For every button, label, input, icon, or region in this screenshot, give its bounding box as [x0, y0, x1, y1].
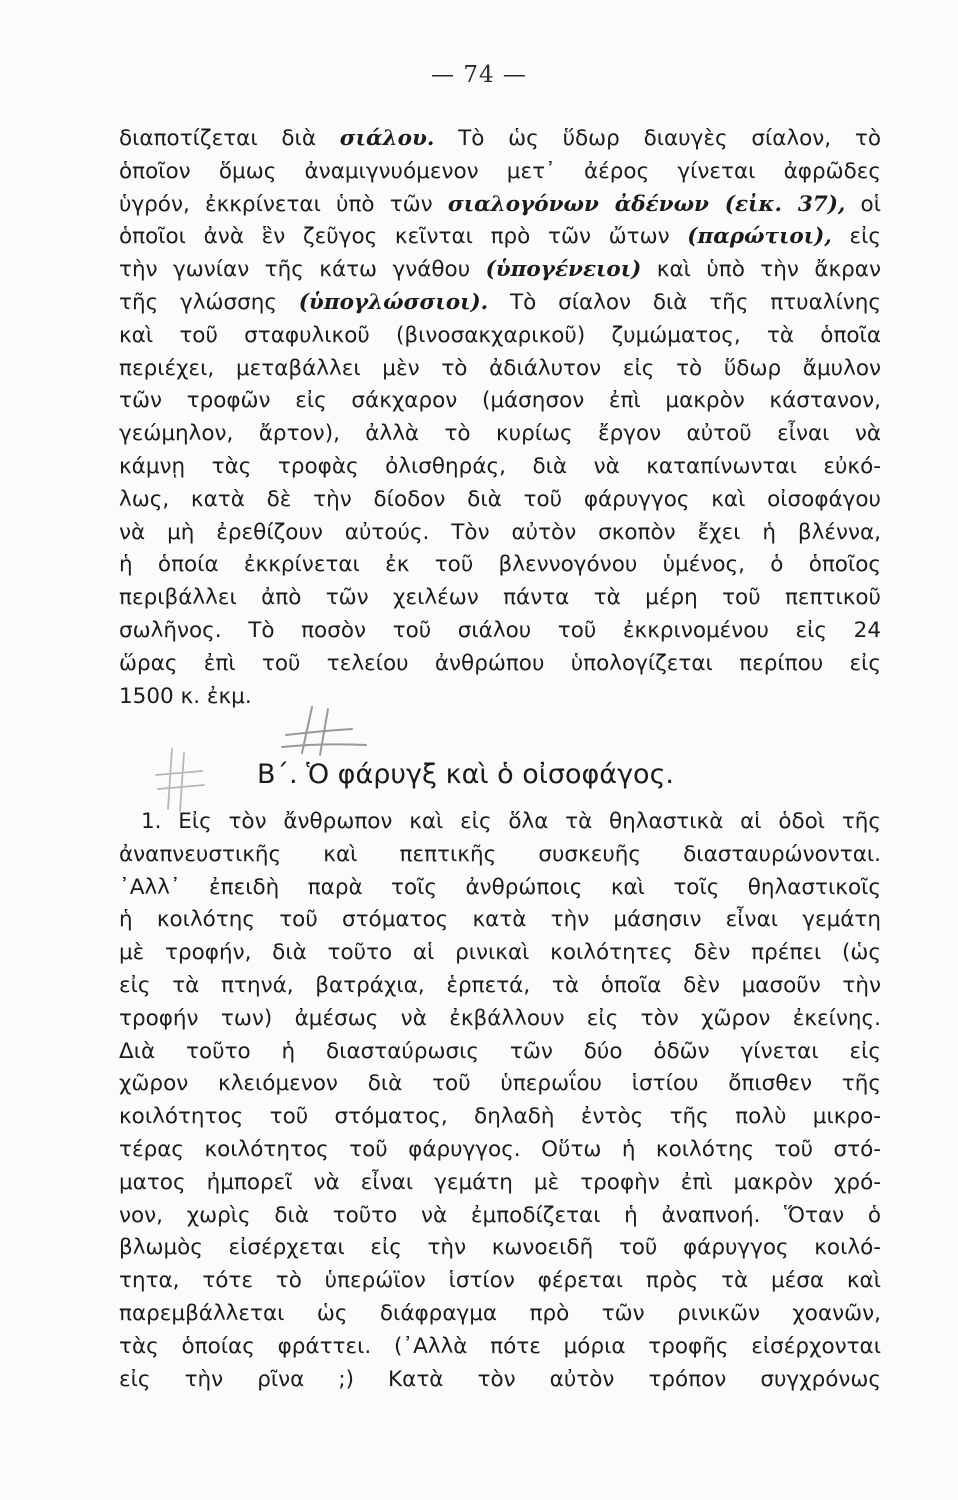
text-segment: περιβάλλει ἀπὸ τῶν χειλέων πάντα τὰ μέρη τοῦ πεπτικοῦ: [119, 585, 881, 611]
text-segment: τὰς ὁποίας φράττει. (᾿Αλλὰ πότε μόρια τροφῆς εἰσέρχονται: [119, 1333, 881, 1359]
text-segment: λως, κατὰ δὲ τὴν δίοδον διὰ τοῦ φάρυγγος καὶ οἰσοφάγου: [119, 486, 881, 512]
text-segment: 1500 κ. ἐκμ.: [119, 683, 252, 709]
text-line: [119, 1036, 881, 1069]
text-segment: οἱ: [845, 191, 881, 217]
text-segment: τῶν τροφῶν εἰς σάκχαρον (μάσησον ἐπὶ μακρὸν κάστανον,: [119, 388, 881, 414]
text-line: [119, 970, 881, 1003]
text-segment: τῆς γλώσσης: [119, 289, 299, 315]
text-segment: ἡ ὁποία ἐκκρίνεται ἐκ τοῦ βλεννογόνου ὑμένος, ὁ ὁποῖος: [119, 552, 881, 578]
text-segment: τητα, τότε τὸ ὑπερώϊον ἱστίον φέρεται πρὸς τὰ μέσα καὶ: [119, 1268, 881, 1294]
text-segment: νον, χωρὶς διὰ τοῦτο νὰ ἐμποδίζεται ἡ ἀναπνοή. Ὅταν ὁ: [119, 1202, 881, 1228]
emphasis-term: σιαλογόνων ἀδένων (εἰκ. 37),: [447, 191, 846, 217]
emphasis-term: (παρώτιοι),: [687, 224, 832, 250]
text-segment: εἰς τὴν ρῖνα ;) Κατὰ τὸν αὐτὸν τρόπον συγχρόνως: [119, 1366, 881, 1392]
text-segment: σωλῆνος. Τὸ ποσὸν τοῦ σιάλου τοῦ ἐκκρινομένου εἰς 24: [119, 617, 881, 643]
text-segment: τροφήν των) ἀμέσως νὰ ἐκβάλλουν εἰς τὸν χῶρον ἐκείνης.: [119, 1005, 881, 1031]
text-segment: Τὸ ὡς ὕδωρ διαυγὲς σίαλον, τὸ: [434, 126, 881, 151]
page-number: — 74 —: [431, 62, 527, 88]
text-segment: περιέχει, μεταβάλλει μὲν τὸ ἀδιάλυτον εἰς τὸ ὕδωρ ἄμυλον: [119, 355, 881, 381]
emphasis-term: (ὑπογένειοι): [485, 257, 642, 283]
text-segment: ὥρας ἐπὶ τοῦ τελείου ἀνθρώπου ὑπολογίζεται περίπου εἰς: [119, 650, 881, 676]
text-line: [119, 451, 881, 484]
text-segment: ᾿Αλλ᾽ ἐπειδὴ παρὰ τοῖς ἀνθρώποις καὶ τοῖς θηλαστικοῖς: [119, 874, 881, 900]
text-line: [119, 254, 881, 287]
text-line: [119, 1265, 881, 1298]
text-segment: γεώμηλον, ἄρτον), ἀλλὰ τὸ κυρίως ἔργον αὐτοῦ εἶναι νὰ: [119, 421, 881, 447]
text-line: [119, 353, 881, 386]
text-segment: νὰ μὴ ἐρεθίζουν αὐτούς. Τὸν αὐτὸν σκοπὸν ἔχει ἡ βλέννα,: [119, 519, 881, 545]
text-line: [119, 806, 881, 839]
text-line: [119, 648, 881, 681]
text-line: [119, 1003, 881, 1036]
text-segment: Τὸ σίαλον διὰ τῆς πτυαλίνης: [488, 289, 881, 315]
text-line: [119, 1068, 881, 1101]
text-segment: ἀναπνευστικῆς καὶ πεπτικῆς συσκευῆς διασταυρώνονται.: [119, 841, 881, 867]
text-line: [119, 287, 881, 320]
text-line: [119, 904, 881, 937]
text-segment: διαποτίζεται διὰ: [119, 126, 340, 151]
text-line: [119, 418, 881, 451]
text-line: [119, 1134, 881, 1167]
text-line: [119, 1101, 881, 1134]
text-line: [119, 1298, 881, 1331]
paragraph-pharynx: [119, 806, 881, 1396]
text-segment: κοιλότητος τοῦ στόματος, δηλαδὴ ἐντὸς τῆς πολὺ μικρο-: [119, 1104, 881, 1130]
text-segment: κάμνῃ τὰς τροφὰς ὀλισθηράς, διὰ νὰ καταπίνωνται εὐκό-: [119, 453, 881, 479]
text-line: [119, 221, 881, 254]
text-line: [119, 517, 881, 550]
text-line: [119, 839, 881, 872]
emphasis-term: σιάλου.: [339, 126, 435, 151]
text-line: [119, 872, 881, 905]
text-segment: μὲ τροφήν, διὰ τοῦτο αἱ ρινικαὶ κοιλότητες δὲν πρέπει (ὡς: [119, 940, 881, 966]
text-line: [119, 484, 881, 517]
text-segment: εἰς: [831, 224, 881, 250]
text-line: [119, 123, 881, 156]
emphasis-term: (ὑπογλώσσιοι).: [298, 289, 489, 315]
text-line: [119, 937, 881, 970]
text-line: [119, 385, 881, 418]
text-segment: τὴν γωνίαν τῆς κάτω γνάθου: [119, 257, 486, 283]
paragraph-saliva: [119, 123, 881, 713]
text-line: [119, 549, 881, 582]
text-line: [119, 1200, 881, 1233]
text-segment: ματος ἠμπορεῖ νὰ εἶναι γεμάτη μὲ τροφὴν ἐπὶ μακρὸν χρό-: [119, 1169, 881, 1195]
text-line: [119, 1331, 881, 1364]
text-line: [119, 1167, 881, 1200]
text-segment: ὁποῖοι ἀνὰ ἓν ζεῦγος κεῖνται πρὸ τῶν ὤτων: [119, 224, 688, 250]
text-line: [119, 582, 881, 615]
text-line: [119, 189, 881, 222]
text-line: [119, 156, 881, 189]
text-segment: ὁποῖον ὅμως ἀναμιγνυόμενον μετ᾽ ἀέρος γίνεται ἀφρῶδες: [119, 158, 881, 184]
text-segment: 1. Εἰς τὸν ἄνθρωπον καὶ εἰς ὅλα τὰ θηλαστικὰ αἱ ὁδοὶ τῆς: [141, 809, 881, 834]
text-segment: καὶ ὑπὸ τὴν ἄκραν: [641, 257, 881, 283]
text-line: [119, 1364, 881, 1397]
text-segment: παρεμβάλλεται ὡς διάφραγμα πρὸ τῶν ρινικῶν χοανῶν,: [119, 1300, 881, 1326]
text-segment: χῶρον κλειόμενον διὰ τοῦ ὑπερωΐου ἱστίου ὄπισθεν τῆς: [119, 1071, 881, 1097]
text-segment: ἡ κοιλότης τοῦ στόματος κατὰ τὴν μάσησιν εἶναι γεμάτη: [119, 907, 881, 933]
text-segment: εἰς τὰ πτηνά, βατράχια, ἑρπετά, τὰ ὁποῖα δὲν μασοῦν τὴν: [119, 972, 881, 998]
text-segment: βλωμὸς εἰσέρχεται εἰς τὴν κωνοειδῆ τοῦ φάρυγγος κοιλό-: [119, 1235, 881, 1261]
pencil-scribble-mark: [150, 745, 210, 815]
text-line: [119, 615, 881, 648]
text-segment: ὑγρόν, ἐκκρίνεται ὑπὸ τῶν: [119, 191, 448, 217]
text-line: [119, 320, 881, 353]
section-heading: Β΄. Ὁ φάρυγξ καὶ ὁ οἰσοφάγος.: [257, 759, 675, 790]
text-segment: Διὰ τοῦτο ἡ διασταύρωσις τῶν δύο ὁδῶν γίνεται εἰς: [119, 1038, 881, 1064]
text-line: [119, 1232, 881, 1265]
text-line: [119, 681, 881, 714]
text-segment: τέρας κοιλότητος τοῦ φάρυγγος. Οὕτω ἡ κοιλότης τοῦ στό-: [119, 1136, 881, 1162]
text-segment: καὶ τοῦ σταφυλικοῦ (βινοσακχαρικοῦ) ζυμώματος, τὰ ὁποῖα: [119, 322, 881, 348]
